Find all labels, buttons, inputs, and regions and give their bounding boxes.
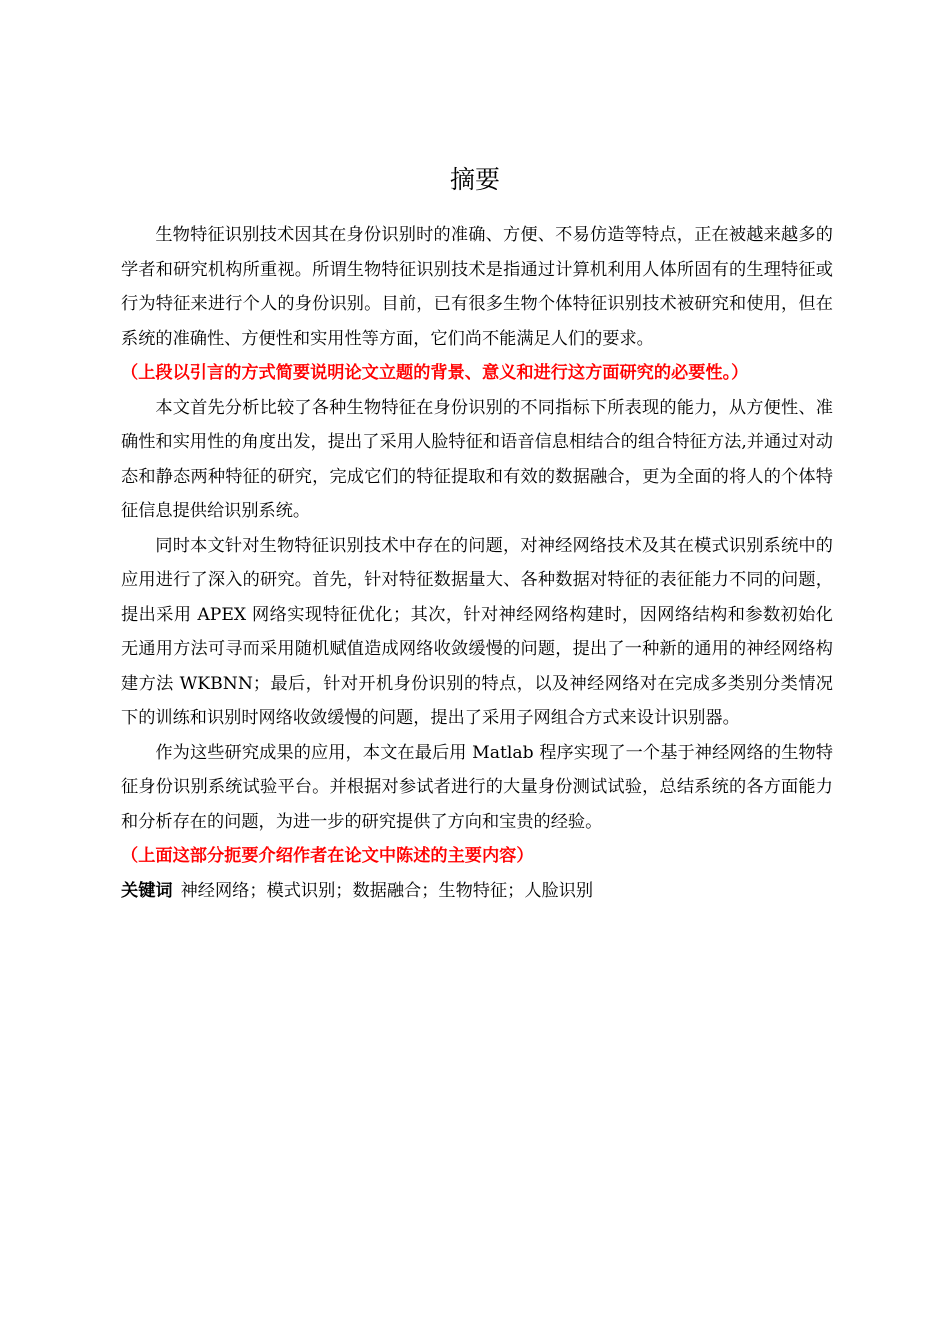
paragraph-method: 本文首先分析比较了各种生物特征在身份识别的不同指标下所表现的能力，从方便性、准确性和实用性的角度出发，提出了采用人脸特征和语音信息相结合的组合特征方法,并通过对动态和静态两种特征的研究，完成它们的特征提取和有效的数据融合，更为全面的将人的个体特征信息提供给识别系统。 (121, 397, 833, 521)
red-note-content: （上面这部分扼要介绍作者在论文中陈述的主要内容） (121, 846, 534, 866)
paragraph-background: 生物特征识别技术因其在身份识别时的准确、方便、不易仿造等特点，正在被越来越多的学者和研究机构所重视。所谓生物特征识别技术是指通过计算机利用人体所固有的生理特征或行为特征来进行个人的身份识别。目前，已有很多生物个体特征识别技术被研究和使用，但在系统的准确性、方便性和实用性等方面，它们尚不能满足人们的要求。 (121, 225, 833, 349)
paragraph-application: 作为这些研究成果的应用，本文在最后用 Matlab 程序实现了一个基于神经网络的生物特征身份识别系统试验平台。并根据对参试者进行的大量身份测试试验，总结系统的各方面能力和分析存在的问题，为进一步的研究提供了方向和宝贵的经验。 (121, 742, 833, 832)
keywords-line (121, 874, 833, 909)
abstract-title: 摘要 (449, 165, 500, 194)
keywords-list: 神经网络；模式识别；数据融合；生物特征；人脸识别 (180, 880, 594, 901)
paragraph-neural-network: 同时本文针对生物特征识别技术中存在的问题，对神经网络技术及其在模式识别系统中的应用进行了深入的研究。首先，针对特征数据量大、各种数据对特征的表征能力不同的问题，提出采用 APEX 网络实现特征优化；其次，针对神经网络构建时，因网络结构和参数初始化无通用方法可寻而采用随机赋值造成网络收敛缓慢的问题，提出了一种新的通用的神经网络构建方法 WKBNN；最后，针对开机身份识别的特点，以及神经网络对在完成多类别分类情况下的训练和识别时网络收敛缓慢的问题，提出了采用子网组合方式来设计识别器。 (121, 535, 833, 728)
abstract-body (121, 218, 833, 908)
keywords-label: 关键词 (121, 880, 173, 901)
red-note-background: （上段以引言的方式简要说明论文立题的背景、意义和进行这方面研究的必要性。） (121, 363, 749, 383)
